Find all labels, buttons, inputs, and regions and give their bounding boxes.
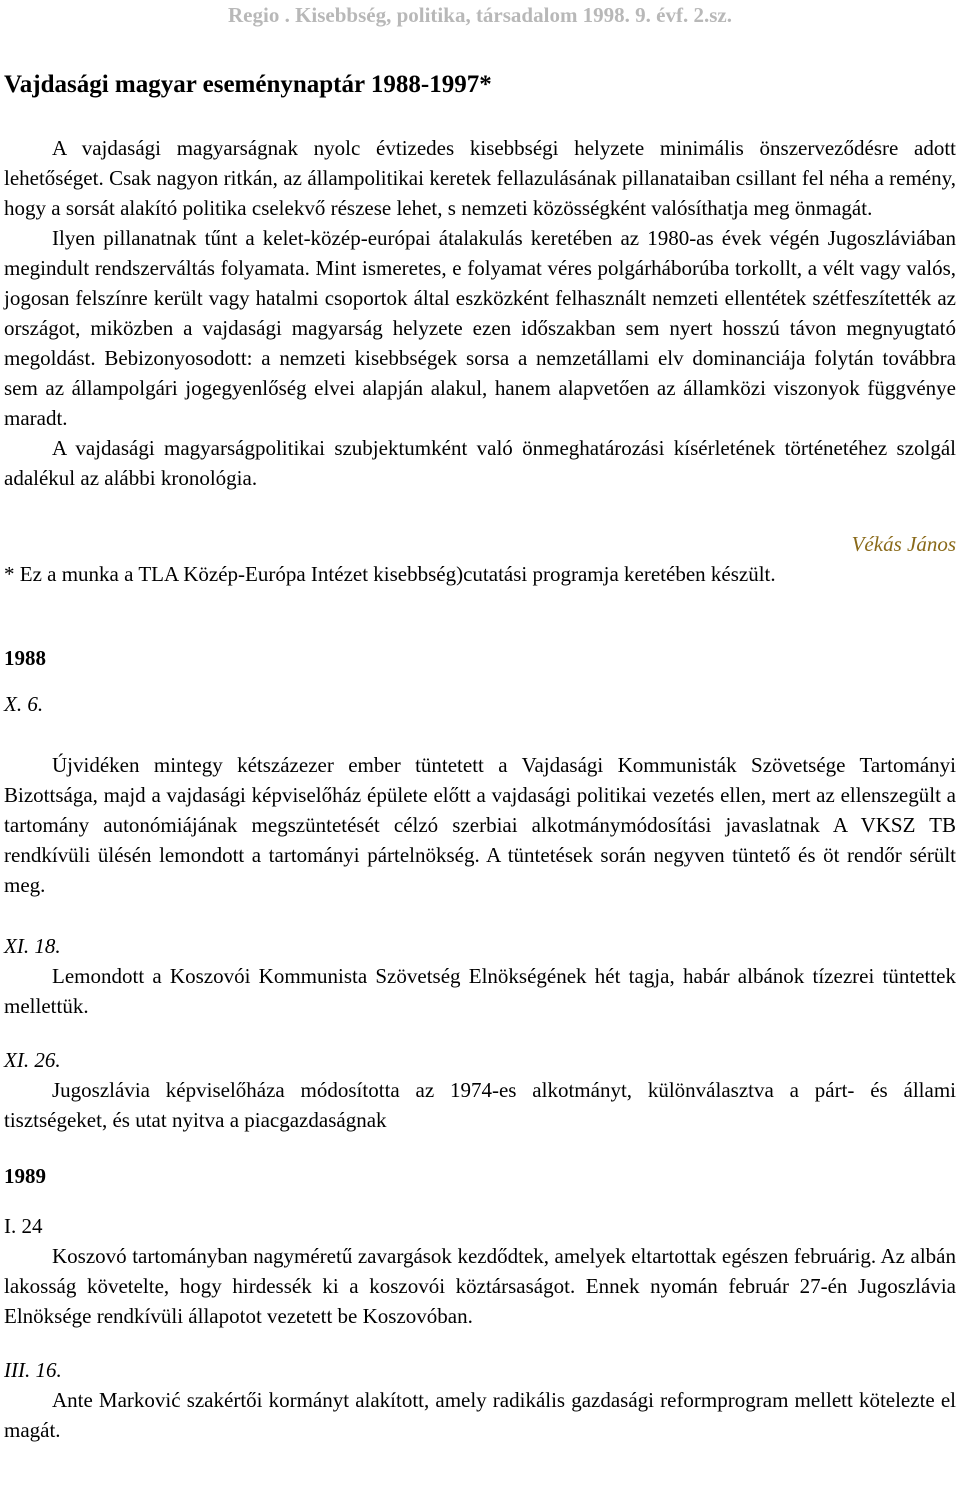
event-date: III. 16. [4, 1358, 62, 1382]
event-date: XI. 18. [4, 934, 61, 958]
event-date: XI. 26. [4, 1048, 61, 1072]
footnote: * Ez a munka a TLA Közép-Európa Intézet kisebbség)cutatási programja keretében készült. [4, 562, 776, 586]
event-text: Lemondott a Koszovói Kommunista Szövetség Elnökségének hét tagja, habár albánok tízezrei tüntettek mellettük. [4, 964, 956, 1018]
intro-paragraph-2: Ilyen pillanatnak tűnt a kelet-közép-európai átalakulás keretében az 1980-as évek végén Jugoszláviában megindult rendszerváltás folyamata. Mint ismeretes, e folyamat véres polgárháborúba torkollt, a vélt vagy valós, jogosan felszínre került vagy hatalmi csoportok által eszközként felhasznált nemzeti ellentétek szétfeszítették az országot, miközben a vajdasági magyarság helyzete ezen időszakban sem nyert hosszú távon megnyugtató megoldást. Bebizonyosodott: a nemzeti kisebbségek sorsa a nemzetállami elv dominanciája folytán továbbra sem az állampolgári jogegyenlőség elvei alapján alakul, hanem alapvetően az államközi viszonyok függvénye maradt. [4, 226, 956, 430]
event-text: Koszovó tartományban nagyméretű zavargások kezdődtek, amelyek eltartottak egészen februárig. Az albán lakosság követelte, hogy hirdessék ki a koszovói köztársaságot. Ennek nyomán február 27-én Jugoszlávia Elnöksége rendkívüli állapotot vezetett be Koszovóban. [4, 1244, 956, 1328]
event-date: I. 24 [4, 1214, 43, 1238]
author-signature: Vékás János [851, 532, 956, 556]
intro-paragraph-1: A vajdasági magyarságnak nyolc évtizedes kisebbségi helyzete minimális önszerveződésre adott lehetőséget. Csak nagyon ritkán, az állampolitikai keretek fellazulásának pillanataiban csillant fel néha a remény, hogy a sorsát alakító politika cselekvő részese lehet, s nemzeti közösségként valósíthatja meg önmagát. [4, 136, 956, 220]
event-text: Újvidéken mintegy kétszázezer ember tüntetett a Vajdasági Kommunisták Szövetsége Tartományi Bizottsága, majd a vajdasági képviselőház épülete előtt a vajdasági politikai vezetés ellen, mert az ellenszegült a tartomány autonómiájának megszüntetését célzó szerbiai alkotmánymódosítási javaslatnak A VKSZ TB rendkívüli ülésén lemondott a tartományi pártelnökség. A tüntetések során negyven tüntető és öt rendőr sérült meg. [4, 753, 956, 897]
intro-paragraph-3: A vajdasági magyarságpolitikai szubjektumként való önmeghatározási kísérletének történetéhez szolgál adalékul az alábbi kronológia. [4, 436, 956, 490]
event-text: Jugoszlávia képviselőháza módosította az 1974-es alkotmányt, különválasztva a párt- és állami tisztségeket, és utat nyitva a piacgazdaságnak [4, 1078, 956, 1132]
running-header: Regio . Kisebbség, politika, társadalom 1998. 9. évf. 2.sz. [228, 3, 732, 27]
year-heading-1988: 1988 [4, 646, 46, 670]
event-date: X. 6. [4, 692, 44, 716]
document-title: Vajdasági magyar eseménynaptár 1988-1997* [4, 71, 492, 98]
event-text: Ante Marković szakértői kormányt alakított, amely radikális gazdasági reformprogram mellett kötelezte el magát. [4, 1388, 956, 1442]
year-heading-1989: 1989 [4, 1164, 46, 1188]
